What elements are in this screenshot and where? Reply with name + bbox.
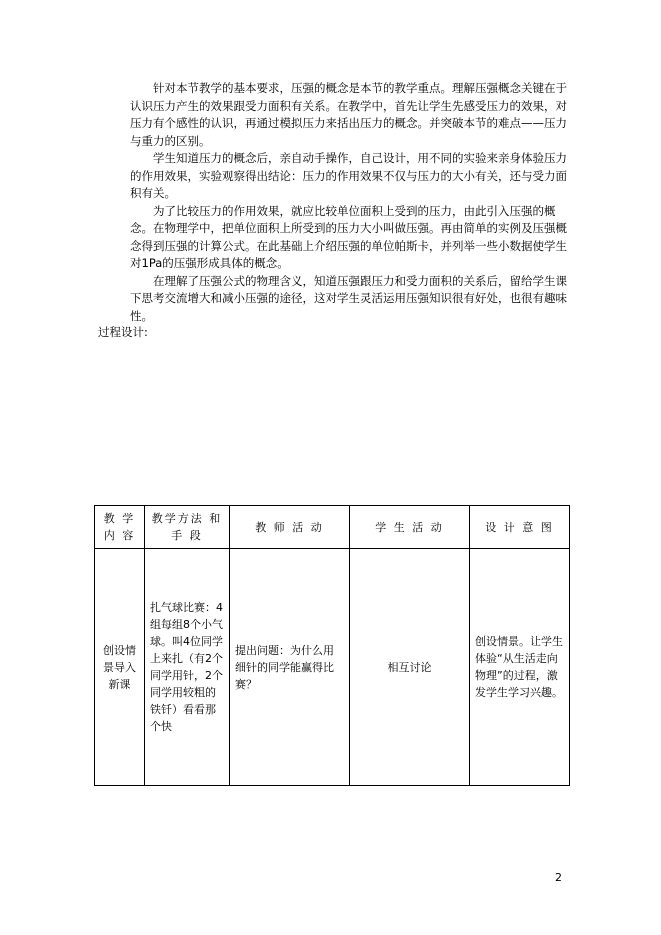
header-student-activity: 学 生 活 动 — [350, 506, 470, 549]
header-method: 教学方法 和 手 段 — [145, 506, 230, 549]
cell-method: 扎气球比赛：4组每组8个小气球。叫4位同学上来扎（有2个同学用针，2个同学用较粗的铁钎）看看那个快 — [145, 549, 230, 786]
cell-content: 创设情景导入新课 — [95, 549, 145, 786]
body-text — [130, 80, 570, 325]
paragraph-2: 学生知道压力的概念后，亲自动手操作，自己设计，用不同的实验来亲身体验压力的作用效果，实验观察得出结论：压力的作用效果不仅与压力的大小有关，还与受力面积有关。 — [130, 151, 567, 200]
page-number: 2 — [555, 871, 562, 884]
table-row — [95, 549, 570, 786]
header-design-intent: 设 计 意 图 — [470, 506, 570, 549]
header-content: 教 学 内 容 — [95, 506, 145, 549]
paragraph-1: 针对本节教学的基本要求，压强的概念是本节的教学重点。理解压强概念关键在于认识压力产生的效果跟受力面积有关系。在教学中，首先让学生先感受压力的效果，对压力有个感性的认识，再通过模拟压力来括出压力的概念。并突破本节的难点——压力与重力的区别。 — [130, 81, 567, 148]
process-design-label: 过程设计: — [98, 325, 148, 339]
cell-teacher-activity: 提出问题：为什么用细针的同学能赢得比赛？ — [230, 549, 350, 786]
table-header-row — [95, 506, 570, 549]
lesson-plan-table — [94, 505, 570, 786]
cell-design-intent: 创设情景。让学生体验“从生活走向物理”的过程，激发学生学习兴趣。 — [470, 549, 570, 786]
paragraph-4: 在理解了压强公式的物理含义，知道压强跟压力和受力面积的关系后，留给学生课下思考交流增大和减小压强的途径，这对学生灵活运用压强知识很有好处，也很有趣味性。 — [130, 273, 567, 323]
header-teacher-activity: 教 师 活 动 — [230, 506, 350, 549]
cell-student-activity: 相互讨论 — [350, 549, 470, 786]
paragraph-3: 为了比较压力的作用效果，就应比较单位面积上受到的压力，由此引入压强的概念。在物理学中，把单位面积上所受到的压力大小叫做压强。再由简单的实例及压强概念得到压强的计算公式。在此基础上介绍压强的单位帕斯卡，并列举一些小数据使学生对1Pa的压强形成具体的概念。 — [130, 203, 567, 270]
